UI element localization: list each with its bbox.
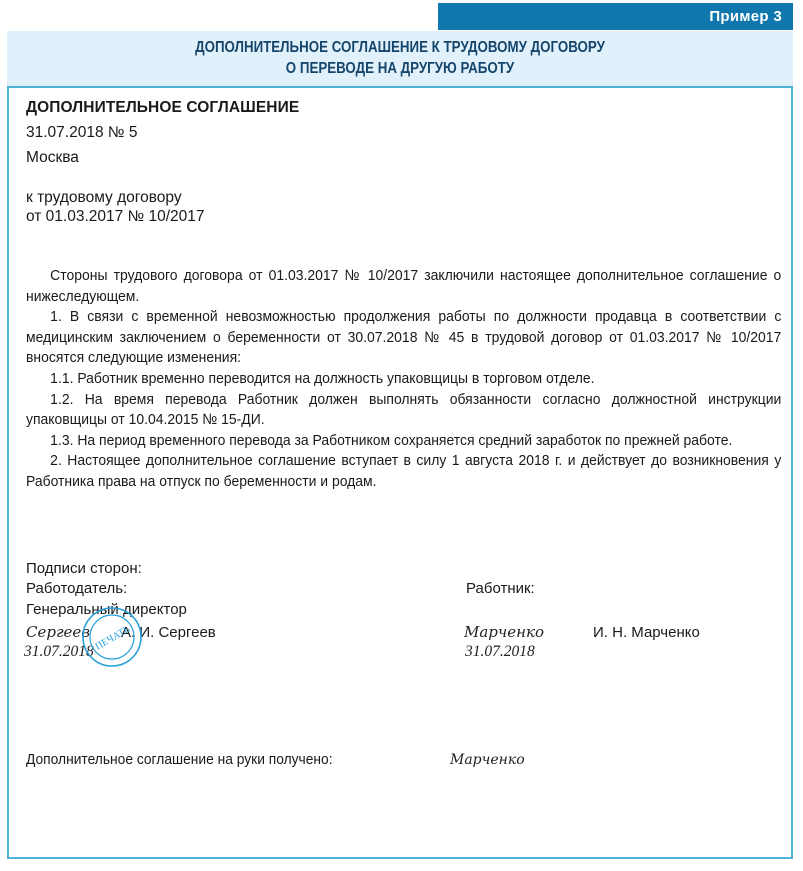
body-paragraph: Стороны трудового договора от 01.03.2017 № 10/2017 заключили настоящее дополнительное соглашение о нижеследующем.	[26, 267, 782, 305]
employer-name: А. И. Сергеев	[121, 624, 216, 641]
body-paragraph: 2. Настоящее дополнительное соглашение вступает в силу 1 августа 2018 г. и действует до возникновения у Работника права на отпуск по беременности и родам.	[26, 452, 782, 490]
employer-position: Генеральный директор	[26, 601, 187, 618]
page-title	[62, 37, 738, 79]
employee-name: И. Н. Марченко	[593, 624, 700, 641]
employee-handwritten-signature: Марченко	[464, 623, 544, 641]
employer-label: Работодатель:	[26, 580, 128, 597]
stamp-text: ПЕЧАТЬ	[93, 624, 132, 653]
body-paragraph: 1. В связи с временной невозможностью продолжения работы по должности продавца в соответствии с медицинским заключением о беременности от 30.07.2018 № 45 в трудовой договор от 01.03.2017 № 10/2017 вносятся следующие изменения:	[26, 308, 782, 367]
employee-sign-date: 31.07.2018	[465, 643, 535, 660]
agreement-body	[26, 266, 782, 493]
signatures-heading: Подписи сторон:	[26, 560, 142, 577]
title-line-2: О ПЕРЕВОДЕ НА ДРУГУЮ РАБОТУ	[285, 60, 515, 77]
example-label: Пример 3	[438, 3, 793, 30]
body-paragraph: 1.2. На время перевода Работник должен выполнять обязанности согласно должностной инструкции упаковщицы от 10.04.2015 № 15-ДИ.	[26, 390, 782, 429]
receipt-handwritten-signature: Марченко	[450, 752, 525, 768]
body-paragraph: 1.3. На период временного перевода за Работником сохраняется средний заработок по прежней работе.	[50, 431, 733, 449]
doc-type-heading: ДОПОЛНИТЕЛЬНОЕ СОГЛАШЕНИЕ	[26, 99, 300, 116]
doc-city: Москва	[26, 149, 79, 166]
employer-handwritten-signature: Сергеев	[26, 623, 91, 641]
title-line-1: ДОПОЛНИТЕЛЬНОЕ СОГЛАШЕНИЕ К ТРУДОВОМУ ДОГОВОРУ	[195, 39, 605, 56]
contract-ref-line-1: к трудовому договору	[26, 189, 182, 206]
contract-ref-line-2: от 01.03.2017 № 10/2017	[26, 208, 205, 225]
employee-label: Работник:	[466, 580, 535, 597]
employer-sign-date: 31.07.2018	[24, 643, 94, 660]
body-paragraph: 1.1. Работник временно переводится на должность упаковщицы в торговом отделе.	[50, 369, 595, 387]
doc-date-number: 31.07.2018 № 5	[26, 124, 138, 141]
company-stamp-icon	[80, 605, 144, 669]
receipt-label: Дополнительное соглашение на руки получено:	[26, 751, 333, 768]
